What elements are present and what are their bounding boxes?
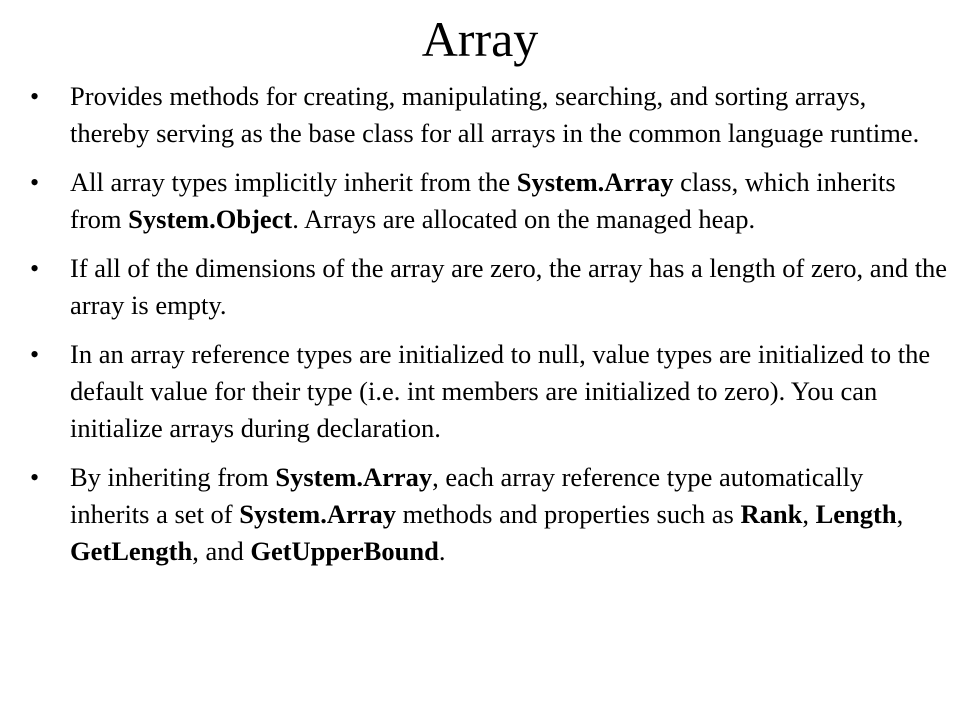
- bullet-dot-icon: •: [30, 168, 40, 197]
- bullet-text: If all of the dimensions of the array are zero, the array has a length of zero, and the array is empty.: [70, 253, 948, 320]
- slide-title: Array: [421, 11, 539, 67]
- bullet-item: [0, 459, 960, 570]
- bullet-text-segment: ,: [802, 499, 816, 529]
- bullet-text-segment: . Arrays are allocated on the managed heap.: [292, 204, 756, 234]
- bullet-text-segment: methods and properties such as: [396, 499, 741, 529]
- bold-term: System.Array: [275, 462, 433, 492]
- bold-term: System.Array: [516, 167, 674, 197]
- bullet-dot-icon: •: [30, 463, 40, 492]
- bullet-item: [0, 78, 960, 152]
- bullet-list: [0, 78, 960, 582]
- bullet-dot-icon: •: [30, 82, 40, 111]
- bold-term: Rank: [740, 499, 803, 529]
- bullet-dot-icon: •: [30, 340, 40, 369]
- bold-term: GetLength: [70, 536, 193, 566]
- bullet-text-segment: By inheriting from: [70, 462, 276, 492]
- bullet-text: Provides methods for creating, manipulating, searching, and sorting arrays, thereby serving as the base class for all arrays in the common language runtime.: [70, 81, 920, 148]
- bold-term: System.Object: [128, 204, 293, 234]
- bullet-text-segment: , each array reference type automatically inherits a set of: [70, 462, 864, 529]
- bold-term: System.Array: [239, 499, 397, 529]
- bullet-item: [0, 336, 960, 447]
- bullet-text-segment: , and: [192, 536, 251, 566]
- bullet-text-segment: class, which inherits from: [70, 167, 896, 234]
- bullet-text: In an array reference types are initialized to null, value types are initialized to the default value for their type (i.e. int members are initialized to zero). You can initialize arrays during declaration.: [70, 339, 931, 443]
- bullet-item: [0, 250, 960, 324]
- bullet-text-segment: .: [438, 536, 446, 566]
- bullet-text-segment: ,: [896, 499, 904, 529]
- bullet-item: [0, 164, 960, 238]
- bullet-dot-icon: •: [30, 254, 40, 283]
- bold-term: Length: [815, 499, 897, 529]
- bold-term: GetUpperBound: [250, 536, 439, 566]
- bullet-text-segment: All array types implicitly inherit from the: [70, 167, 517, 197]
